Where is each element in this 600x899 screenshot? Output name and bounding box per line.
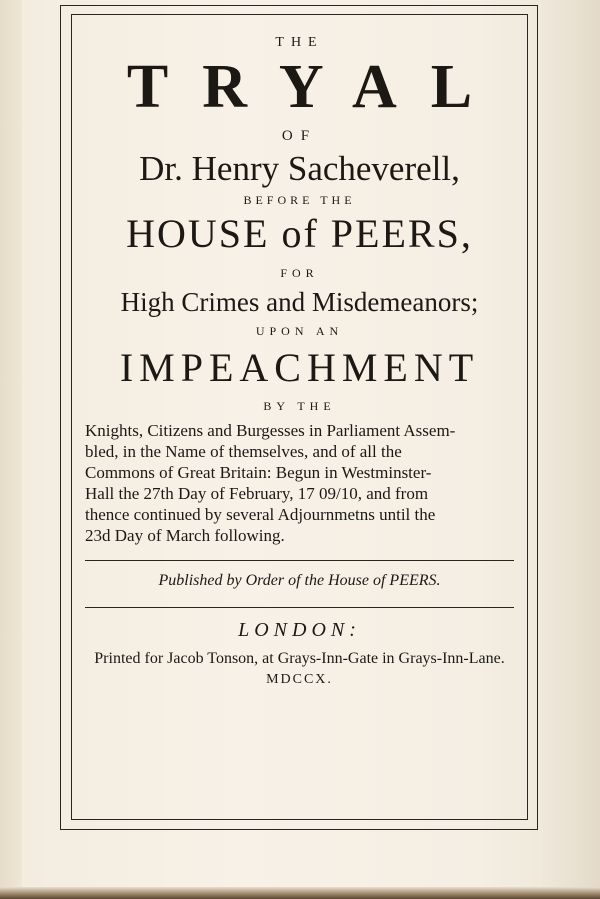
- horizontal-rule: [85, 560, 514, 561]
- imprint-printer: Printed for Jacob Tonson, at Grays-Inn-Gate in Grays-Inn-Lane.: [94, 650, 505, 668]
- book-bottom-edge: [0, 887, 600, 899]
- page-right-edge: [540, 0, 600, 899]
- title-tryal: TRYAL: [126, 53, 507, 121]
- title-of: OF: [281, 128, 318, 144]
- title-page-content: [71, 14, 528, 688]
- imprint-place: LONDON:: [238, 619, 361, 642]
- body-line: Hall the 27th Day of February, 17 09/10, and from: [85, 484, 429, 504]
- title-for: FOR: [280, 266, 319, 281]
- body-line: Commons of Great Britain: Begun in Westminster-: [85, 463, 432, 483]
- description-paragraph: [85, 420, 514, 546]
- body-line: Knights, Citizens and Burgesses in Parliament Assem-: [85, 421, 456, 441]
- title-before-the: BEFORE THE: [243, 193, 356, 208]
- body-line: bled, in the Name of themselves, and of all the: [85, 442, 402, 462]
- title-crimes: High Crimes and Misdemeanors;: [120, 287, 479, 318]
- body-line: 23d Day of March following.: [85, 526, 285, 546]
- title-impeachment: IMPEACHMENT: [119, 345, 480, 391]
- title-subject-name: Dr. Henry Sacheverell,: [139, 149, 460, 188]
- title-by-the: BY THE: [263, 399, 336, 414]
- title-upon-an: UPON AN: [255, 324, 344, 339]
- body-line: thence continued by several Adjournmetns until the: [85, 505, 436, 525]
- title-the: THE: [275, 35, 324, 50]
- horizontal-rule: [85, 607, 514, 608]
- title-house-of-peers: HOUSE of PEERS,: [126, 211, 473, 257]
- imprint-year: MDCCX.: [266, 671, 333, 687]
- page-left-margin: [0, 0, 22, 899]
- published-notice: Published by Order of the House of PEERS.: [158, 572, 441, 590]
